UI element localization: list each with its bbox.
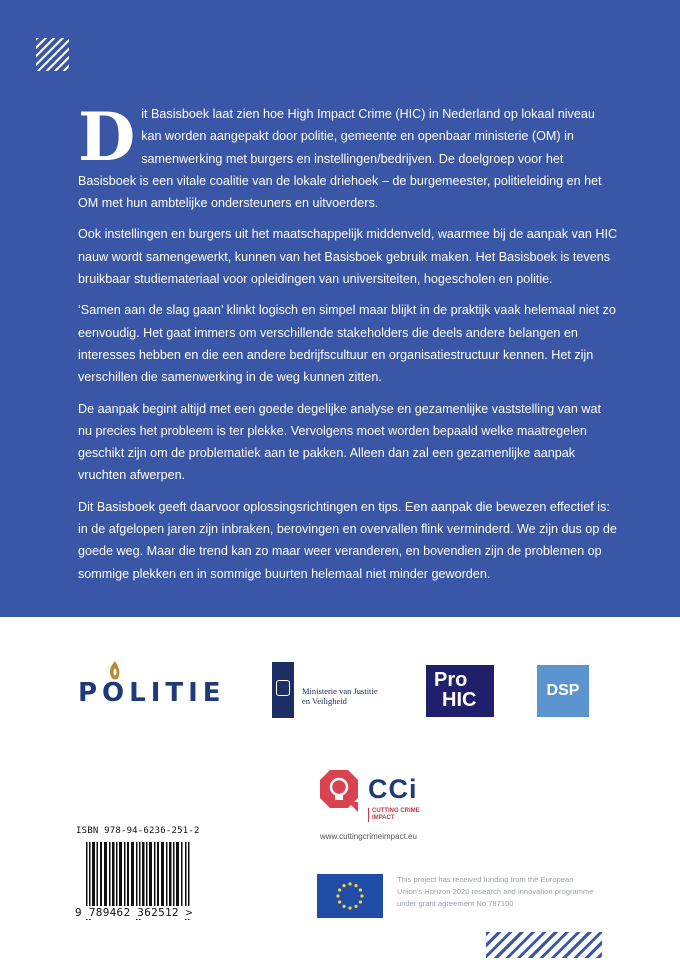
crest-icon (276, 680, 290, 696)
eu-star (354, 905, 357, 908)
paragraph-3: ‘Samen aan de slag gaan’ klinkt logisch en simpel maar blijkt in de praktijk vaak helemaal niet zo eenvoudig. Het gaat immers om verschillende stakeholders die deels andere belangen en interesses hebben en die een andere bedrijfscultuur en organisatiestructuur kennen. Het zijn verschillen die samenwerking in de weg kunnen zitten. (78, 303, 616, 385)
back-cover-text (78, 98, 618, 594)
politie-logo (78, 660, 238, 720)
dropcap: D (78, 98, 136, 176)
cci-wordmark: CCi (368, 774, 418, 804)
eu-star (348, 882, 351, 885)
eu-star (360, 894, 363, 897)
cci-url: www.cuttingcrimeimpact.eu (320, 832, 417, 841)
ministerie-logo (272, 662, 402, 718)
prohic-logo: Pro HIC (426, 665, 494, 717)
hatch-pattern-bottom (486, 932, 602, 958)
eu-star (338, 888, 341, 891)
eu-star (359, 888, 362, 891)
eu-star (342, 884, 345, 887)
paragraph-4: De aanpak begint altijd met een goede degelijke analyse en gezamenlijke vaststelling van wat nu precies het probleem is ter plekke. Vervolgens moet worden bepaald welke maatregelen geschikt zijn om de problematiek aan te pakken. Alleen dan zal een gezamenlijke aanpak vruchten afwerpen. (78, 401, 601, 483)
paragraph-1: Dit Basisboek laat zien hoe High Impact Crime (HIC) in Nederland op lokaal niveau kan worden aangepakt door politie, gemeente en openbaar ministerie (OM) in samenwerking met burgers en instellingen/bedrijven. De doelgroep voor het Basisboek is een vitale coalitie van de lokale driehoek – de burgemeester, politieleiding en het OM met hun ambtelijke ondersteuners en uitvoerders. (78, 98, 602, 211)
eu-star (348, 906, 351, 909)
eu-star (342, 905, 345, 908)
cci-logo (318, 768, 438, 848)
ministerie-bar (272, 662, 294, 718)
eu-star (354, 884, 357, 887)
eu-star (336, 894, 339, 897)
paragraph-2: Ook instellingen en burgers uit het maatschappelijk middenveld, waarmee bij de aanpak van HIC nauw wordt samengewerkt, kunnen van het Basisboek gebruik maken. Het Basisboek is tevens bruikbaar studiemateriaal voor opleidingen van universiteiten, hogescholen en politie. (78, 227, 618, 287)
eu-flag-icon (317, 874, 383, 918)
dsp-logo: DSP (537, 665, 589, 717)
paragraph-5: Dit Basisboek geeft daarvoor oplossingsrichtingen en tips. Een aanpak die bewezen effectief is: in de afgelopen jaren zijn inbraken, berovingen en overvallen flink verminderd. We zijn dus op de goede weg. Maar die trend kan zo maar weer veranderen, en bovendien zijn de problemen op sommige plekken en in sommige buurten helemaal niet minder geworden. (78, 499, 617, 581)
eu-star (359, 900, 362, 903)
hatch-pattern-top (36, 38, 69, 71)
lightbulb-icon (318, 768, 360, 812)
barcode-digits: 9 789462 362512 > (75, 906, 193, 919)
funding-statement: This project has received funding from the European Union’s Horizon 2020 research and innovation programme under grant agreement No 787100 (397, 875, 594, 908)
ministerie-name: Ministerie van Justitie en Veiligheid (302, 686, 378, 706)
eu-star (338, 900, 341, 903)
politie-wordmark: POLITIE (78, 678, 226, 708)
isbn-label: ISBN 978-94-6236-251-2 (76, 826, 200, 836)
cci-tagline: CUTTING CRIME IMPACT (368, 808, 420, 822)
